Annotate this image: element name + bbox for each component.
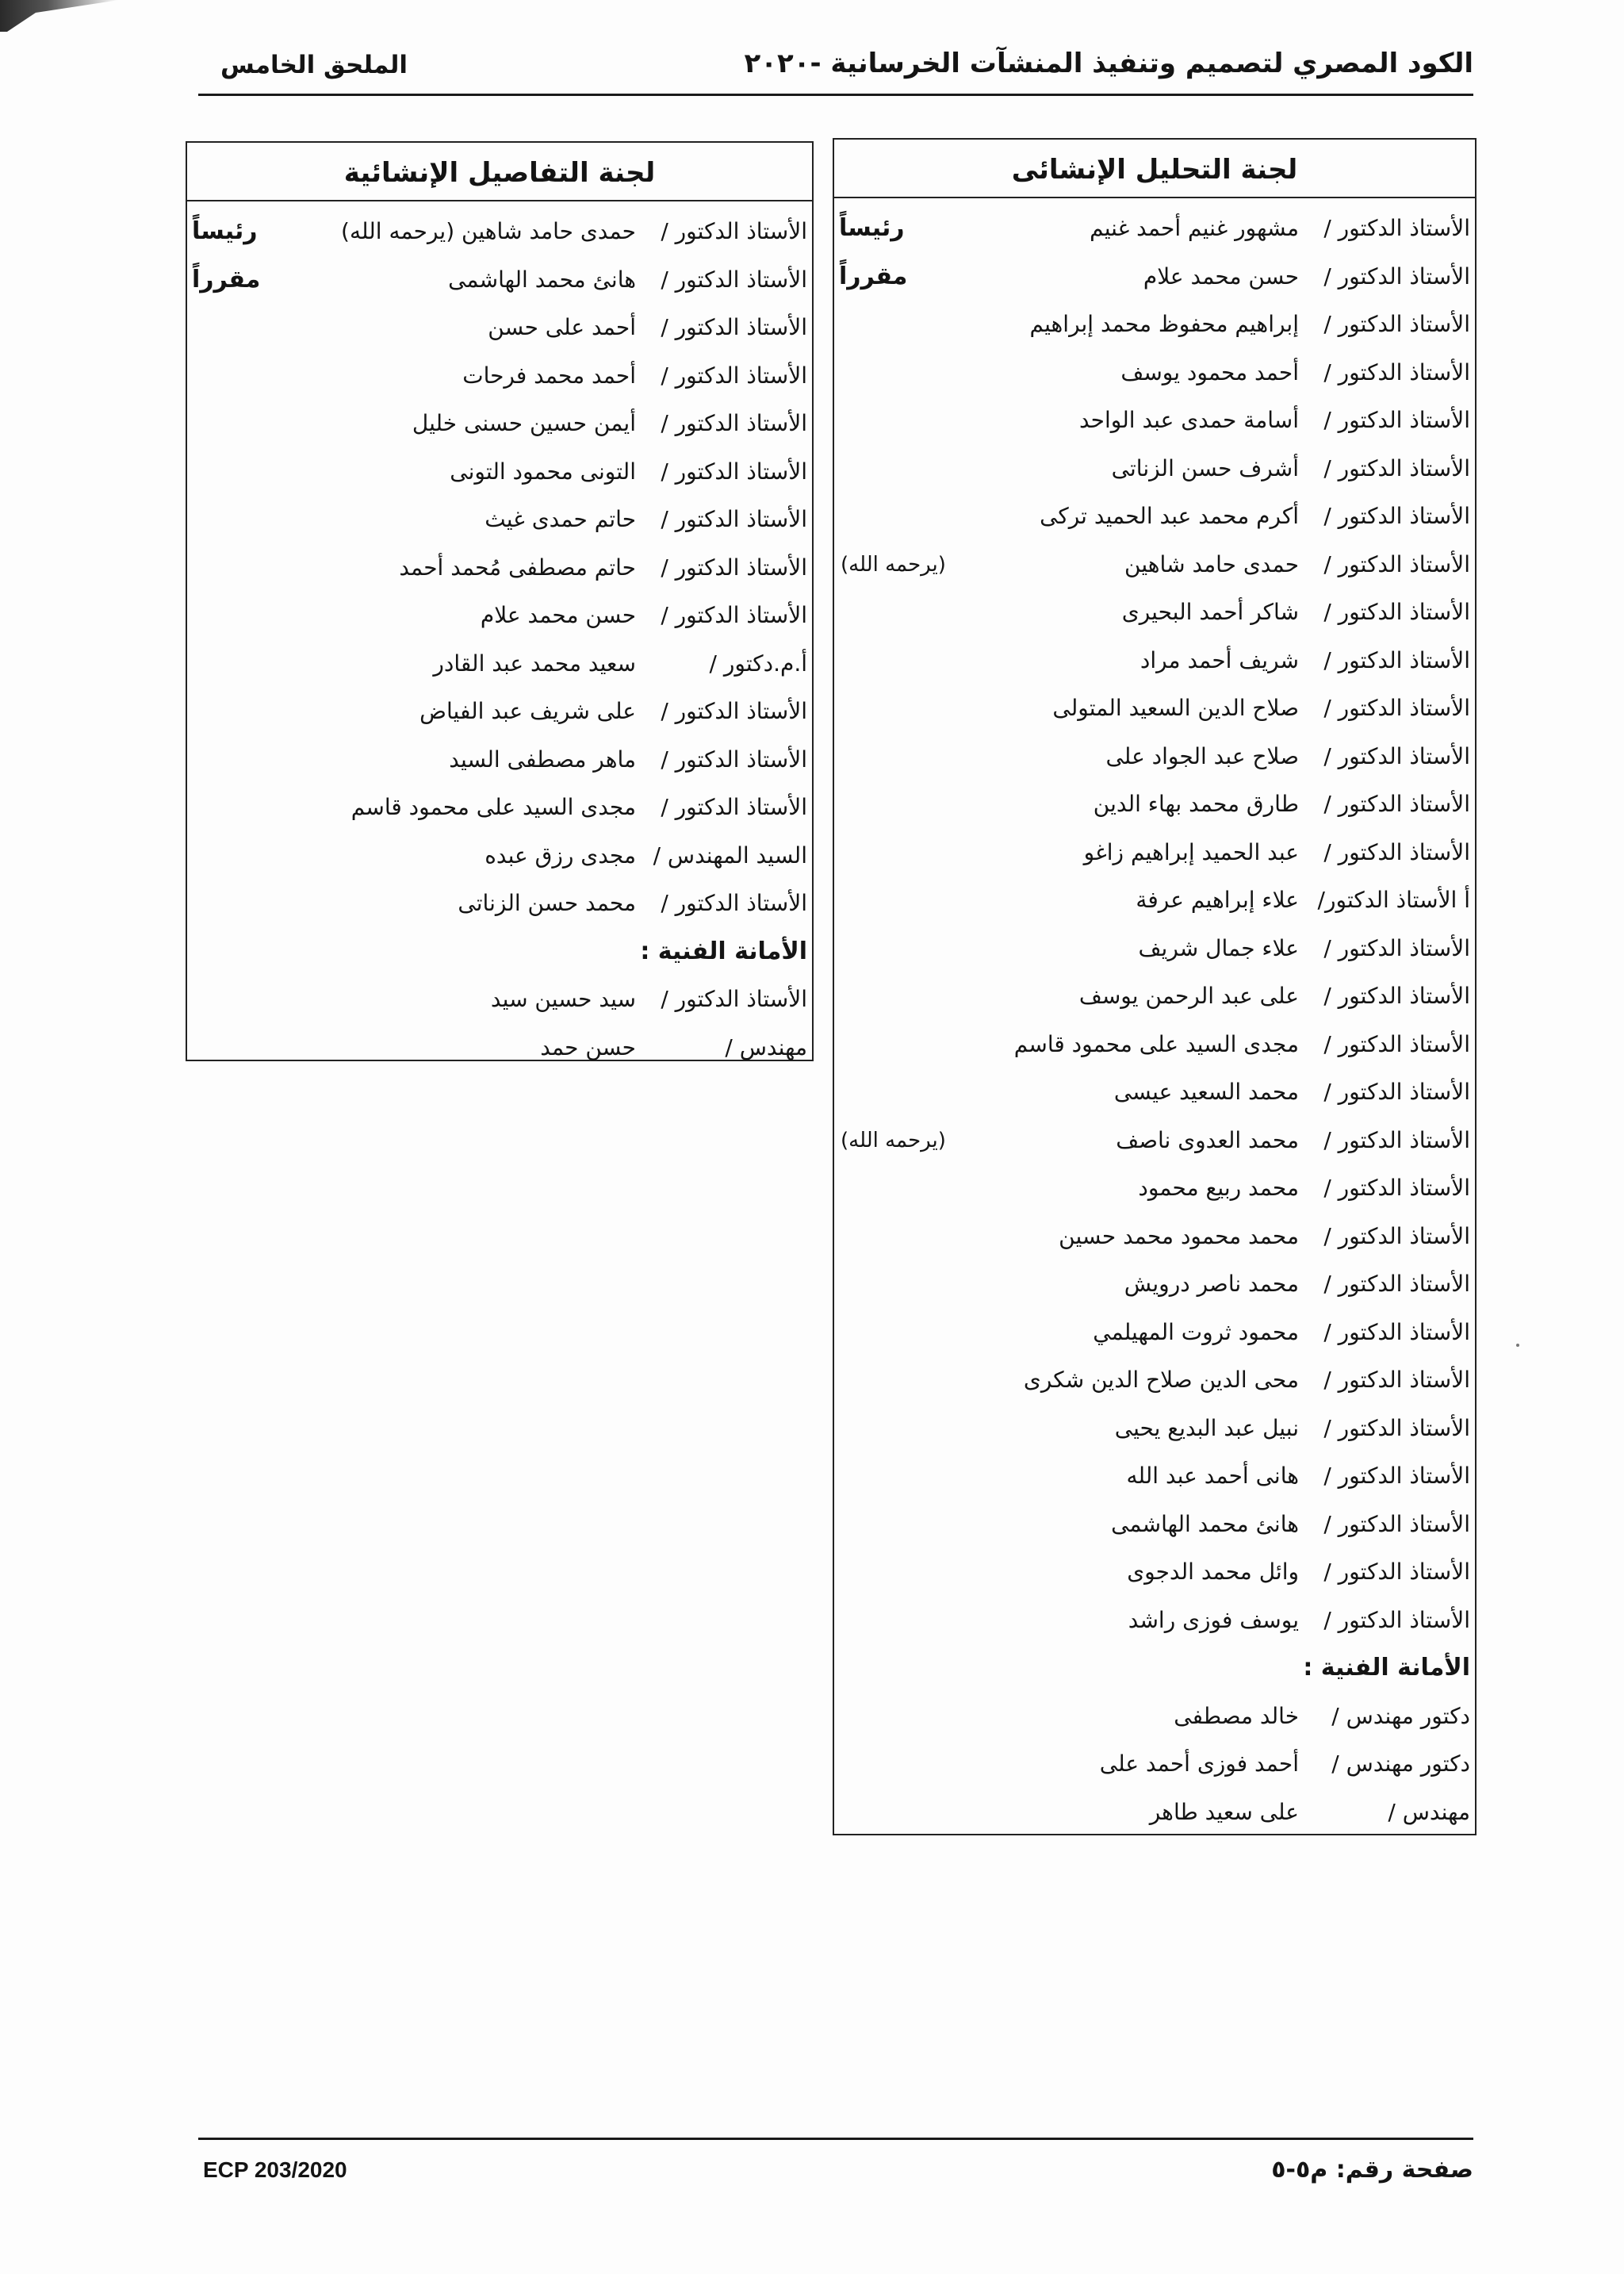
member-name: أشرف حسن الزناتى (1111, 454, 1299, 481)
member-title: الأستاذ الدكتور / (1323, 1606, 1470, 1633)
member-name: محمد حسن الزناتى (458, 890, 636, 916)
member-title: الأستاذ الدكتور / (1323, 1222, 1470, 1249)
member-name: على شريف عبد الفياض (419, 698, 636, 724)
section-heading-row (187, 936, 812, 984)
section-heading: الأمانة الفنية : (1303, 1654, 1470, 1682)
member-row (834, 1029, 1475, 1077)
member-row (187, 792, 812, 840)
member-name: علاء جمال شريف (1138, 934, 1299, 961)
member-name: وائل محمد الدجوى (1127, 1559, 1299, 1585)
member-name: حمدى حامد شاهين (1124, 550, 1299, 577)
member-name: حاتم حمدى غيث (485, 506, 636, 532)
member-row (187, 408, 812, 456)
member-row (834, 1605, 1475, 1653)
member-name: محمد العدوى ناصف (1116, 1126, 1299, 1153)
member-name: أحمد محمد فرحات (462, 362, 636, 389)
member-row (834, 1509, 1475, 1557)
page-header (198, 46, 1473, 96)
member-row (834, 1701, 1475, 1749)
member-title: الأستاذ الدكتور / (661, 986, 807, 1012)
member-row (187, 264, 812, 313)
member-name: على سعيد طاهر (1149, 1798, 1299, 1825)
member-row (834, 1797, 1475, 1845)
member-name: على عبد الرحمن يوسف (1078, 983, 1299, 1009)
member-name: محى الدين صلاح الدين شكرى (1023, 1367, 1299, 1393)
member-row (834, 741, 1475, 789)
member-row (834, 645, 1475, 693)
member-row (834, 405, 1475, 453)
member-name: شاكر أحمد البحيرى (1121, 599, 1299, 625)
member-title: الأستاذ الدكتور / (1323, 695, 1470, 721)
member-title: الأستاذ الدكتور / (1323, 983, 1470, 1009)
member-name: هانى أحمد عبد الله (1126, 1463, 1299, 1489)
member-title: الأستاذ الدكتور / (1323, 599, 1470, 625)
member-row (187, 600, 812, 648)
member-title: الأستاذ الدكتور / (661, 458, 807, 485)
scan-artifact (0, 0, 119, 32)
member-title: الأستاذ الدكتور / (1323, 742, 1470, 769)
member-title: الأستاذ الدكتور / (1323, 1318, 1470, 1345)
member-title: الأستاذ الدكتور / (661, 410, 807, 436)
member-title: الأستاذ الدكتور / (1323, 503, 1470, 529)
member-name: شريف أحمد مراد (1139, 646, 1299, 673)
member-row (187, 504, 812, 552)
document-title: الكود المصري لتصميم وتنفيذ المنشآت الخرسانية -٢٠٢٠ (744, 48, 1473, 79)
member-title: الأستاذ الدكتور / (661, 698, 807, 724)
member-title: الأستاذ الدكتور / (661, 218, 807, 244)
member-row (834, 1172, 1475, 1221)
member-title: الأستاذ الدكتور / (1323, 1510, 1470, 1537)
member-row (187, 648, 812, 696)
committee-heading: لجنة التفاصيل الإنشائية (187, 143, 812, 201)
member-row (187, 216, 812, 264)
member-name: علاء إبراهيم عرفة (1136, 887, 1299, 913)
member-title: الأستاذ الدكتور / (661, 506, 807, 532)
appendix-label: الملحق الخامس (220, 51, 408, 79)
member-name: محمد محمود محمد حسين (1059, 1222, 1299, 1249)
member-name: محمد السعيد عيسى (1113, 1079, 1299, 1105)
member-row (834, 453, 1475, 501)
member-title: الأستاذ الدكتور / (661, 314, 807, 340)
member-title: الأستاذ الدكتور / (661, 746, 807, 773)
member-row (834, 357, 1475, 405)
member-name: صلاح عبد الجواد على (1105, 742, 1299, 769)
member-row (834, 1125, 1475, 1173)
member-row (834, 933, 1475, 981)
member-title: الأستاذ الدكتور / (1323, 215, 1470, 241)
member-name: مجدى رزق عبده (485, 842, 636, 869)
member-title: الأستاذ الدكتور / (1323, 646, 1470, 673)
memorial-note: (يرحمه الله) (841, 1128, 946, 1152)
member-title: الأستاذ الدكتور / (1323, 1367, 1470, 1393)
member-row (834, 1221, 1475, 1269)
member-name: طارق محمد بهاء الدين (1093, 791, 1299, 817)
member-title: الأستاذ الدكتور / (1323, 311, 1470, 337)
member-title: دكتور مهندس / (1331, 1702, 1470, 1729)
member-row (187, 456, 812, 504)
page-number: صفحة رقم: م٥-٥ (1271, 2156, 1473, 2184)
member-title: الأستاذ الدكتور / (1323, 407, 1470, 433)
structural-details-committee (186, 141, 814, 1061)
member-role: مقرراً (839, 262, 908, 290)
member-name: أسامة حمدى عبد الواحد (1078, 407, 1299, 433)
member-name: حاتم مصطفى مُحمد أحمد (399, 554, 636, 581)
member-row (187, 312, 812, 360)
member-title: الأستاذ الدكتور / (1323, 791, 1470, 817)
member-name: حسن حمد (540, 1033, 636, 1060)
member-row (834, 1364, 1475, 1413)
member-name: هانئ محمد الهاشمى (448, 266, 636, 293)
member-row (834, 788, 1475, 837)
member-name: إبراهيم محفوظ محمد إبراهيم (1029, 311, 1299, 337)
member-row (187, 888, 812, 936)
member-row (834, 549, 1475, 597)
member-row (834, 1748, 1475, 1797)
member-title: الأستاذ الدكتور / (661, 266, 807, 293)
member-name: مجدى السيد على محمود قاسم (1013, 1030, 1299, 1057)
member-title: مهندس / (1388, 1798, 1470, 1825)
member-list (834, 198, 1475, 1844)
member-row (834, 1460, 1475, 1509)
member-row (834, 1268, 1475, 1317)
member-name: ماهر مصطفى السيد (449, 746, 636, 773)
member-row (834, 884, 1475, 933)
section-heading: الأمانة الفنية : (640, 937, 807, 965)
member-name: حمدى حامد شاهين (يرحمه الله) (341, 218, 636, 244)
member-row (834, 1556, 1475, 1605)
member-row (834, 500, 1475, 549)
member-name: حسن محمد علام (480, 602, 636, 628)
member-title: أ الأستاذ الدكتور/ (1317, 887, 1470, 913)
member-name: يوسف فوزى راشد (1128, 1606, 1299, 1633)
member-role: رئيساً (839, 214, 905, 242)
member-name: أكرم محمد عبد الحميد تركى (1040, 503, 1299, 529)
member-row (187, 744, 812, 792)
member-row (187, 360, 812, 408)
member-title: الأستاذ الدكتور / (1323, 1271, 1470, 1297)
member-title: الأستاذ الدكتور / (661, 794, 807, 820)
member-row (834, 596, 1475, 645)
member-row (187, 696, 812, 744)
member-list (187, 201, 812, 1079)
member-title: دكتور مهندس / (1331, 1751, 1470, 1777)
member-title: أ.م.دكتور / (709, 650, 807, 677)
member-role: رئيساً (192, 217, 258, 245)
member-name: مجدى السيد على محمود قاسم (350, 794, 636, 820)
member-name: أحمد على حسن (488, 314, 636, 340)
committee-heading: لجنة التحليل الإنشائى (834, 140, 1475, 198)
member-row (834, 213, 1475, 261)
member-name: سيد حسين سيد (490, 986, 636, 1012)
member-row (834, 1076, 1475, 1125)
member-row (187, 1032, 812, 1080)
member-title: الأستاذ الدكتور / (1323, 1030, 1470, 1057)
member-title: الأستاذ الدكتور / (661, 554, 807, 581)
member-title: الأستاذ الدكتور / (1323, 550, 1470, 577)
page-footer (198, 2138, 1473, 2184)
section-heading-row (834, 1652, 1475, 1701)
member-name: حسن محمد علام (1143, 263, 1299, 290)
member-name: عبد الحميد إبراهيم زاغو (1083, 838, 1299, 865)
member-row (834, 309, 1475, 357)
member-title: مهندس / (725, 1033, 807, 1060)
member-title: الأستاذ الدكتور / (1323, 1559, 1470, 1585)
member-name: أحمد محمود يوسف (1120, 359, 1299, 385)
member-title: الأستاذ الدكتور / (1323, 359, 1470, 385)
member-row (187, 552, 812, 600)
member-name: محمود ثروت المهيلمي (1093, 1318, 1299, 1345)
scan-speck (1516, 1344, 1519, 1347)
member-title: الأستاذ الدكتور / (1323, 838, 1470, 865)
member-title: الأستاذ الدكتور / (661, 362, 807, 389)
member-row (187, 840, 812, 888)
member-name: خالد مصطفى (1174, 1702, 1299, 1729)
member-title: الأستاذ الدكتور / (1323, 1414, 1470, 1441)
structural-analysis-committee (833, 138, 1477, 1835)
member-row (834, 980, 1475, 1029)
member-row (834, 692, 1475, 741)
member-title: الأستاذ الدكتور / (1323, 1079, 1470, 1105)
member-name: مشهور غنيم أحمد غنيم (1090, 215, 1299, 241)
member-title: الأستاذ الدكتور / (661, 602, 807, 628)
member-row (834, 837, 1475, 885)
member-title: السيد المهندس / (653, 842, 807, 869)
member-name: التونى محمود التونى (450, 458, 636, 485)
member-row (834, 1317, 1475, 1365)
member-row (834, 1413, 1475, 1461)
member-name: أحمد فوزى أحمد على (1099, 1751, 1299, 1777)
member-title: الأستاذ الدكتور / (661, 890, 807, 916)
member-title: الأستاذ الدكتور / (1323, 263, 1470, 290)
member-title: الأستاذ الدكتور / (1323, 934, 1470, 961)
member-name: نبيل عبد البديع يحيى (1114, 1414, 1299, 1441)
member-name: صلاح الدين السعيد المتولى (1052, 695, 1299, 721)
member-name: محمد ربيع محمود (1138, 1175, 1299, 1201)
member-role: مقرراً (192, 265, 261, 293)
code-reference: ECP 203/2020 (203, 2157, 347, 2182)
member-title: الأستاذ الدكتور / (1323, 454, 1470, 481)
member-name: هانئ محمد الهاشمى (1111, 1510, 1299, 1537)
member-name: سعيد محمد عبد القادر (433, 650, 636, 677)
member-title: الأستاذ الدكتور / (1323, 1463, 1470, 1489)
member-row (187, 984, 812, 1032)
memorial-note: (يرحمه الله) (841, 552, 946, 577)
member-name: أيمن حسين حسنى خليل (412, 410, 636, 436)
member-name: محمد ناصر درويش (1124, 1271, 1299, 1297)
member-title: الأستاذ الدكتور / (1323, 1126, 1470, 1153)
member-title: الأستاذ الدكتور / (1323, 1175, 1470, 1201)
member-row (834, 261, 1475, 309)
